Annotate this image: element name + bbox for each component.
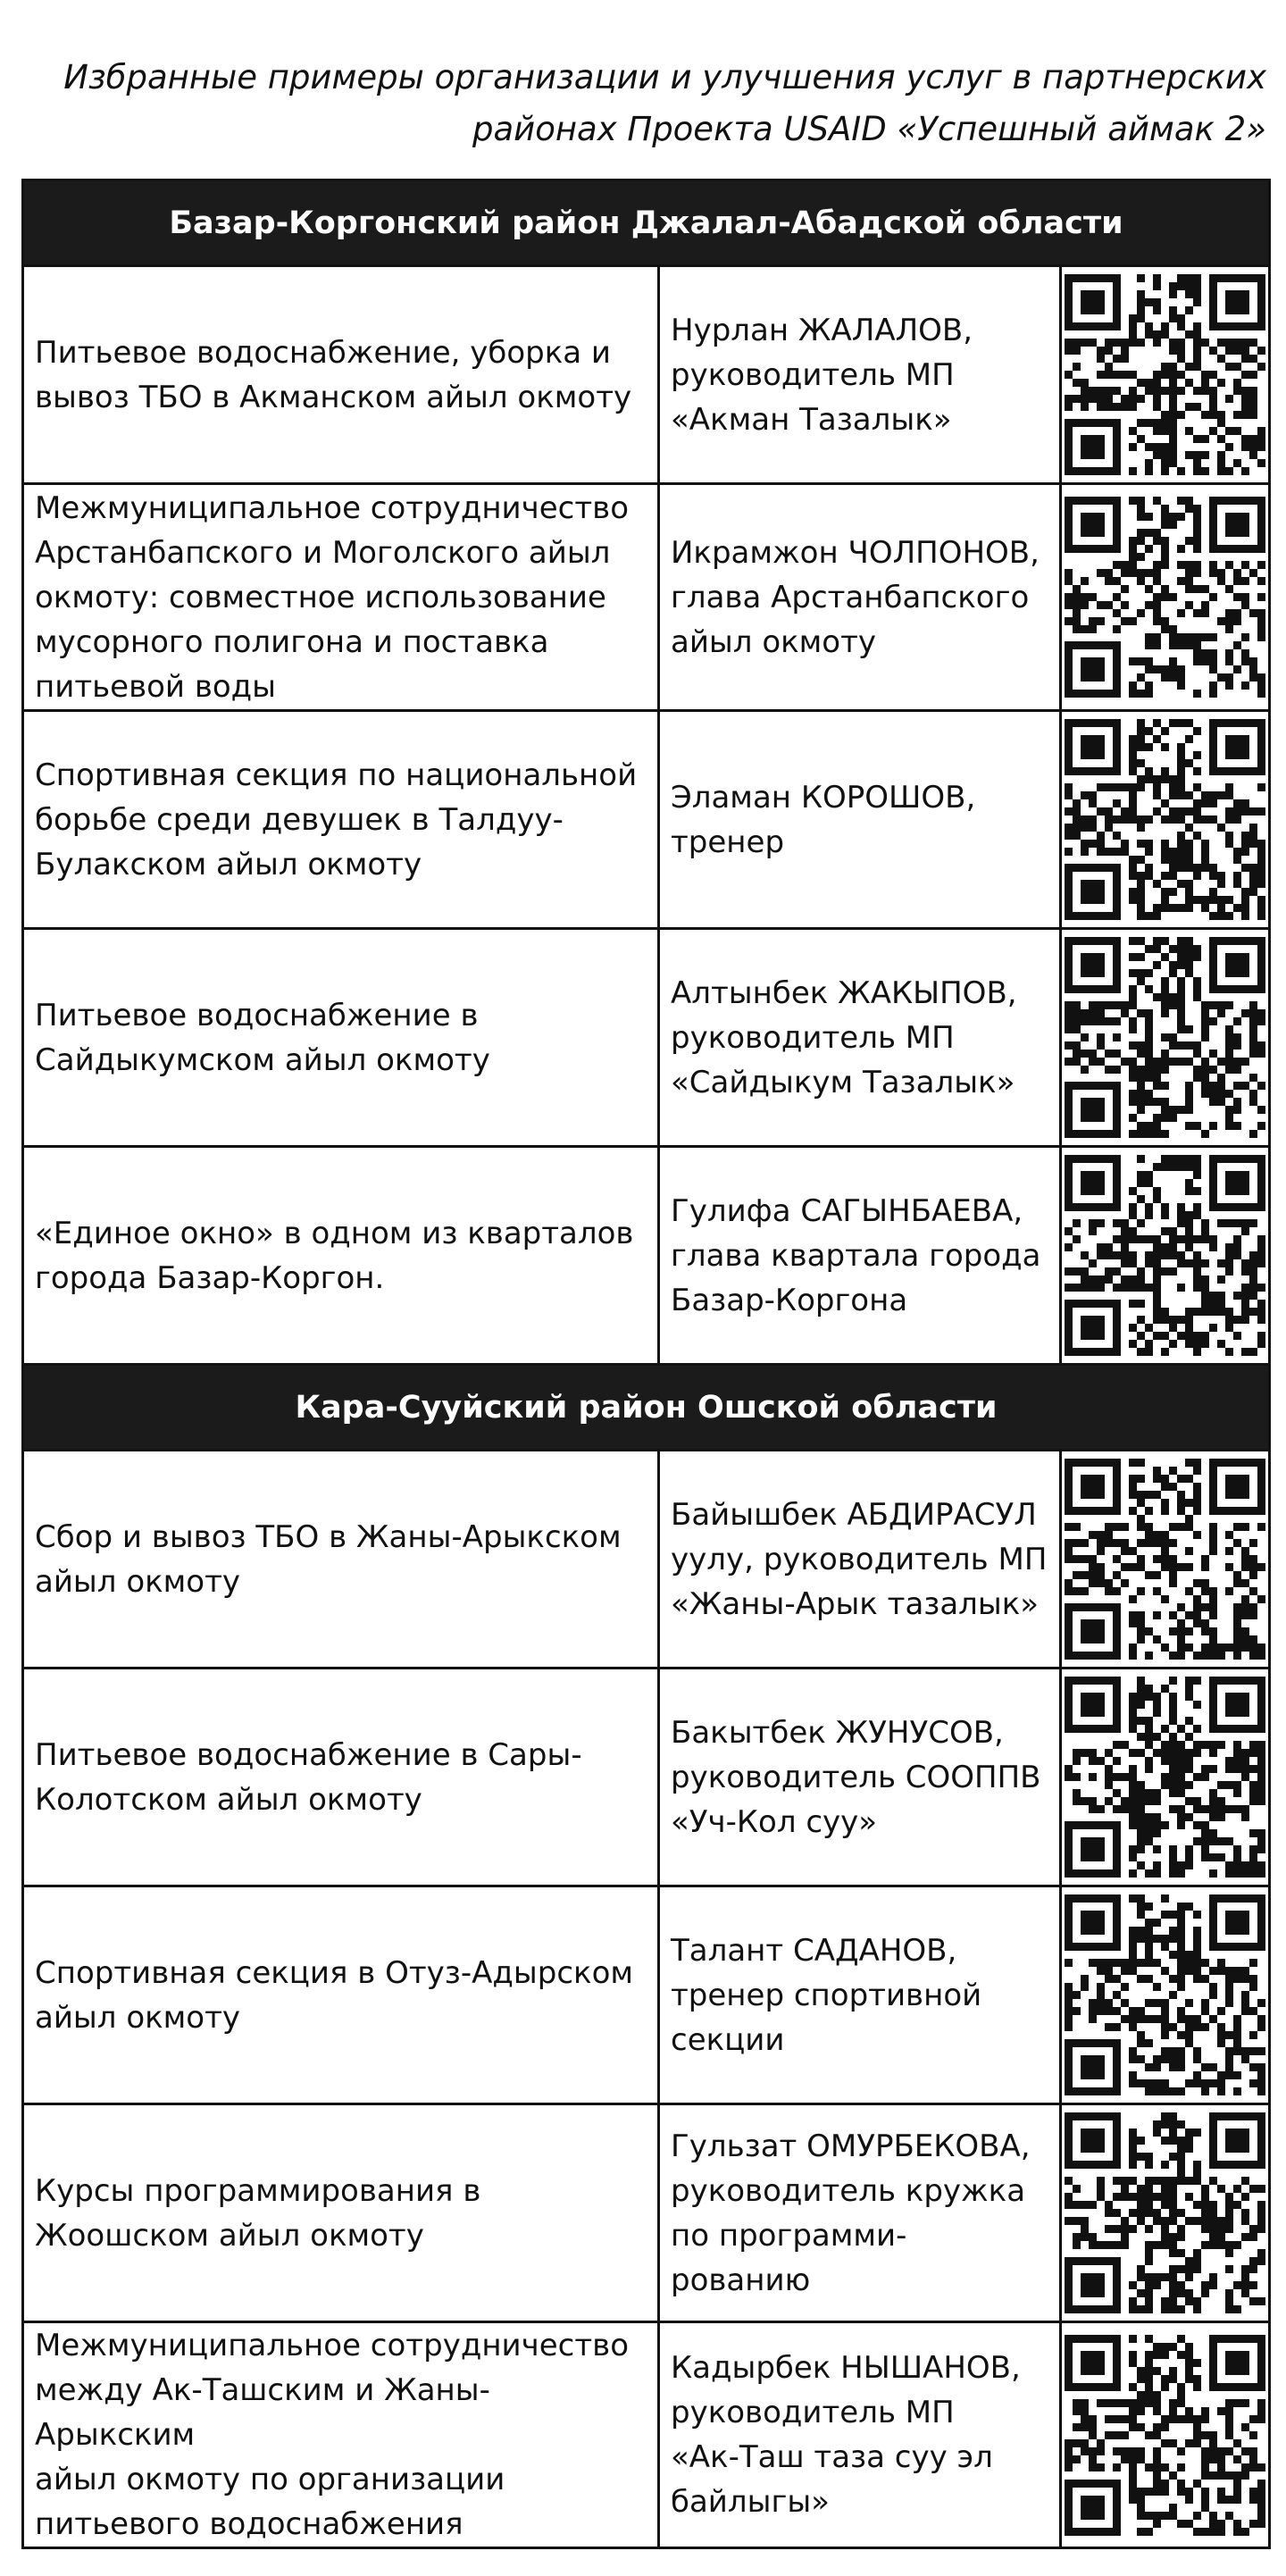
service-text-line: вывоз ТБО в Акманском айыл окмоту bbox=[35, 379, 632, 415]
contact-text-line: по программи- bbox=[671, 2217, 907, 2254]
qr-code-icon[interactable] bbox=[1062, 1155, 1268, 1356]
contact-cell bbox=[659, 1669, 1061, 1886]
service-text-line: Курсы программирования в bbox=[35, 2172, 481, 2209]
service-text-line: Межмуниципальное сотрудничество bbox=[35, 2328, 629, 2363]
section-title: Кара-Сууйский район Ошской области bbox=[23, 1365, 1270, 1451]
contact-cell bbox=[659, 2322, 1061, 2548]
contact-text-line: секции bbox=[671, 2021, 785, 2058]
service-text-line: Питьевое водоснабжение в bbox=[35, 997, 479, 1033]
table-row bbox=[23, 2322, 1270, 2548]
contact-cell bbox=[659, 2104, 1061, 2322]
service-text-line: айыл окмоту bbox=[35, 1563, 241, 1600]
contact-text-line: «Акман Тазалык» bbox=[671, 401, 952, 438]
contact-cell bbox=[659, 1886, 1061, 2104]
contact-text-line: Кадырбек НЫШАНОВ, bbox=[671, 2350, 1021, 2386]
contact-cell bbox=[659, 266, 1061, 484]
service-text-line: Сбор и вывоз ТБО в Жаны-Арыкском bbox=[35, 1518, 622, 1555]
contact-text-line: руководитель МП bbox=[671, 2395, 955, 2430]
contact-text-line: Талант САДАНОВ, bbox=[671, 1932, 957, 1969]
section-title: Базар-Коргонский район Джалал-Абадской области bbox=[23, 180, 1270, 266]
contact-text-line: Алтынбек ЖАКЫПОВ, bbox=[671, 974, 1017, 1011]
contact-text-line: глава квартала города bbox=[671, 1237, 1041, 1274]
qr-cell bbox=[1061, 929, 1270, 1147]
service-text-line: Булакском айыл окмоту bbox=[35, 846, 422, 882]
service-text-line: айыл окмоту bbox=[35, 1999, 241, 2036]
qr-cell bbox=[1061, 1147, 1270, 1365]
service-cell bbox=[23, 2104, 659, 2322]
qr-cell bbox=[1061, 2322, 1270, 2548]
page-title-line-2: районах Проекта USAID «Успешный аймак 2» bbox=[472, 110, 1266, 148]
table-row bbox=[23, 2104, 1270, 2322]
table-row bbox=[23, 1147, 1270, 1365]
contact-text-line: глава Арстанбапского bbox=[671, 579, 1030, 615]
table-row bbox=[23, 929, 1270, 1147]
qr-cell bbox=[1061, 1669, 1270, 1886]
service-cell bbox=[23, 1886, 659, 2104]
service-text-line: Межмуниципальное сотрудничество bbox=[35, 489, 629, 526]
contact-text-line: «Жаны-Арык тазалык» bbox=[671, 1585, 1040, 1622]
service-cell bbox=[23, 929, 659, 1147]
contact-cell bbox=[659, 1147, 1061, 1365]
contact-text-line: «Ак-Таш таза суу эл bbox=[671, 2439, 993, 2475]
service-text-line: Спортивная секция в Отуз-Адырском bbox=[35, 1954, 634, 1991]
section-header-row bbox=[23, 1365, 1270, 1451]
contact-text-line: байлыгы» bbox=[671, 2484, 830, 2520]
service-text-line: Колотском айыл окмоту bbox=[35, 1781, 422, 1818]
contact-cell bbox=[659, 484, 1061, 711]
contact-text-line: Бакытбек ЖУНУСОВ, bbox=[671, 1714, 1004, 1751]
service-text-line: айыл окмоту по организации bbox=[35, 2462, 505, 2497]
contact-cell bbox=[659, 929, 1061, 1147]
contact-cell bbox=[659, 1451, 1061, 1669]
qr-code-icon[interactable] bbox=[1062, 497, 1268, 698]
qr-cell bbox=[1061, 266, 1270, 484]
service-text-line: питьевого водоснабжения bbox=[35, 2506, 463, 2542]
service-text-line: «Единое окно» в одном из кварталов bbox=[35, 1215, 634, 1251]
service-cell bbox=[23, 2322, 659, 2548]
qr-code-icon[interactable] bbox=[1062, 719, 1268, 920]
qr-cell bbox=[1061, 2104, 1270, 2322]
contact-text-line: Гулифа САГЫНБАЕВА, bbox=[671, 1192, 1023, 1229]
service-text-line: мусорного полигона и поставка bbox=[35, 623, 549, 660]
page-title-line-1: Избранные примеры организации и улучшения услуг в партнерских bbox=[63, 58, 1266, 96]
table-row bbox=[23, 1669, 1270, 1886]
contact-text-line: Нурлан ЖАЛАЛОВ, bbox=[671, 312, 973, 348]
table-row bbox=[23, 1451, 1270, 1669]
contact-text-line: «Уч-Кол суу» bbox=[671, 1803, 878, 1840]
service-text-line: Сайдыкумском айыл окмоту bbox=[35, 1041, 490, 1078]
contact-text-line: уулу, руководитель МП bbox=[671, 1541, 1048, 1577]
contact-text-line: Икрамжон ЧОЛПОНОВ, bbox=[671, 534, 1040, 571]
contact-text-line: Базар-Коргона bbox=[671, 1282, 908, 1318]
page-title bbox=[54, 52, 1266, 155]
service-cell bbox=[23, 1669, 659, 1886]
section-header-row bbox=[23, 180, 1270, 266]
service-cell bbox=[23, 1451, 659, 1669]
qr-code-icon[interactable] bbox=[1062, 1677, 1268, 1878]
table-row bbox=[23, 484, 1270, 711]
qr-code-icon[interactable] bbox=[1062, 2112, 1268, 2313]
contact-text-line: Байышбек АБДИРАСУЛ bbox=[671, 1496, 1037, 1533]
qr-code-icon[interactable] bbox=[1062, 1894, 1268, 2095]
contact-cell bbox=[659, 711, 1061, 929]
qr-cell bbox=[1061, 1886, 1270, 2104]
service-cell bbox=[23, 711, 659, 929]
service-text-line: Питьевое водоснабжение в Сары- bbox=[35, 1736, 582, 1773]
contact-text-line: Эламан КОРОШОВ, bbox=[671, 779, 976, 815]
contact-text-line: айыл окмоту bbox=[671, 623, 877, 660]
service-cell bbox=[23, 1147, 659, 1365]
qr-cell bbox=[1061, 711, 1270, 929]
qr-code-icon[interactable] bbox=[1062, 274, 1268, 475]
contact-text-line: руководитель МП bbox=[671, 356, 955, 393]
service-text-line: Арстанбапского и Моголского айыл bbox=[35, 534, 611, 571]
qr-cell bbox=[1061, 484, 1270, 711]
service-text-line: окмоту: совместное использование bbox=[35, 579, 606, 615]
service-text-line: между Ак-Ташским и Жаны-Арыкским bbox=[35, 2372, 490, 2453]
service-text-line: питьевой воды bbox=[35, 668, 277, 705]
services-table bbox=[21, 179, 1271, 2549]
service-text-line: Жоошском айыл окмоту bbox=[35, 2217, 424, 2254]
contact-text-line: руководитель МП bbox=[671, 1019, 955, 1056]
service-text-line: борьбе среди девушек в Талдуу- bbox=[35, 801, 564, 838]
service-text-line: Спортивная секция по национальной bbox=[35, 757, 638, 793]
qr-code-icon[interactable] bbox=[1062, 2335, 1268, 2536]
contact-text-line: тренер bbox=[671, 824, 785, 860]
table-row bbox=[23, 266, 1270, 484]
qr-cell bbox=[1061, 1451, 1270, 1669]
contact-text-line: руководитель СООППВ bbox=[671, 1759, 1041, 1795]
table-row bbox=[23, 1886, 1270, 2104]
qr-code-icon[interactable] bbox=[1062, 937, 1268, 1138]
contact-text-line: Гульзат ОМУРБЕКОВА, bbox=[671, 2128, 1031, 2164]
service-text-line: города Базар-Коргон. bbox=[35, 1259, 385, 1296]
contact-text-line: руководитель кружка bbox=[671, 2172, 1026, 2209]
contact-text-line: «Сайдыкум Тазалык» bbox=[671, 1064, 1015, 1100]
service-text-line: Питьевое водоснабжение, уборка и bbox=[35, 334, 612, 371]
service-cell bbox=[23, 266, 659, 484]
qr-code-icon[interactable] bbox=[1062, 1459, 1268, 1660]
table-row bbox=[23, 711, 1270, 929]
service-cell bbox=[23, 484, 659, 711]
contact-text-line: рованию bbox=[671, 2262, 811, 2298]
contact-text-line: тренер спортивной bbox=[671, 1977, 982, 2013]
